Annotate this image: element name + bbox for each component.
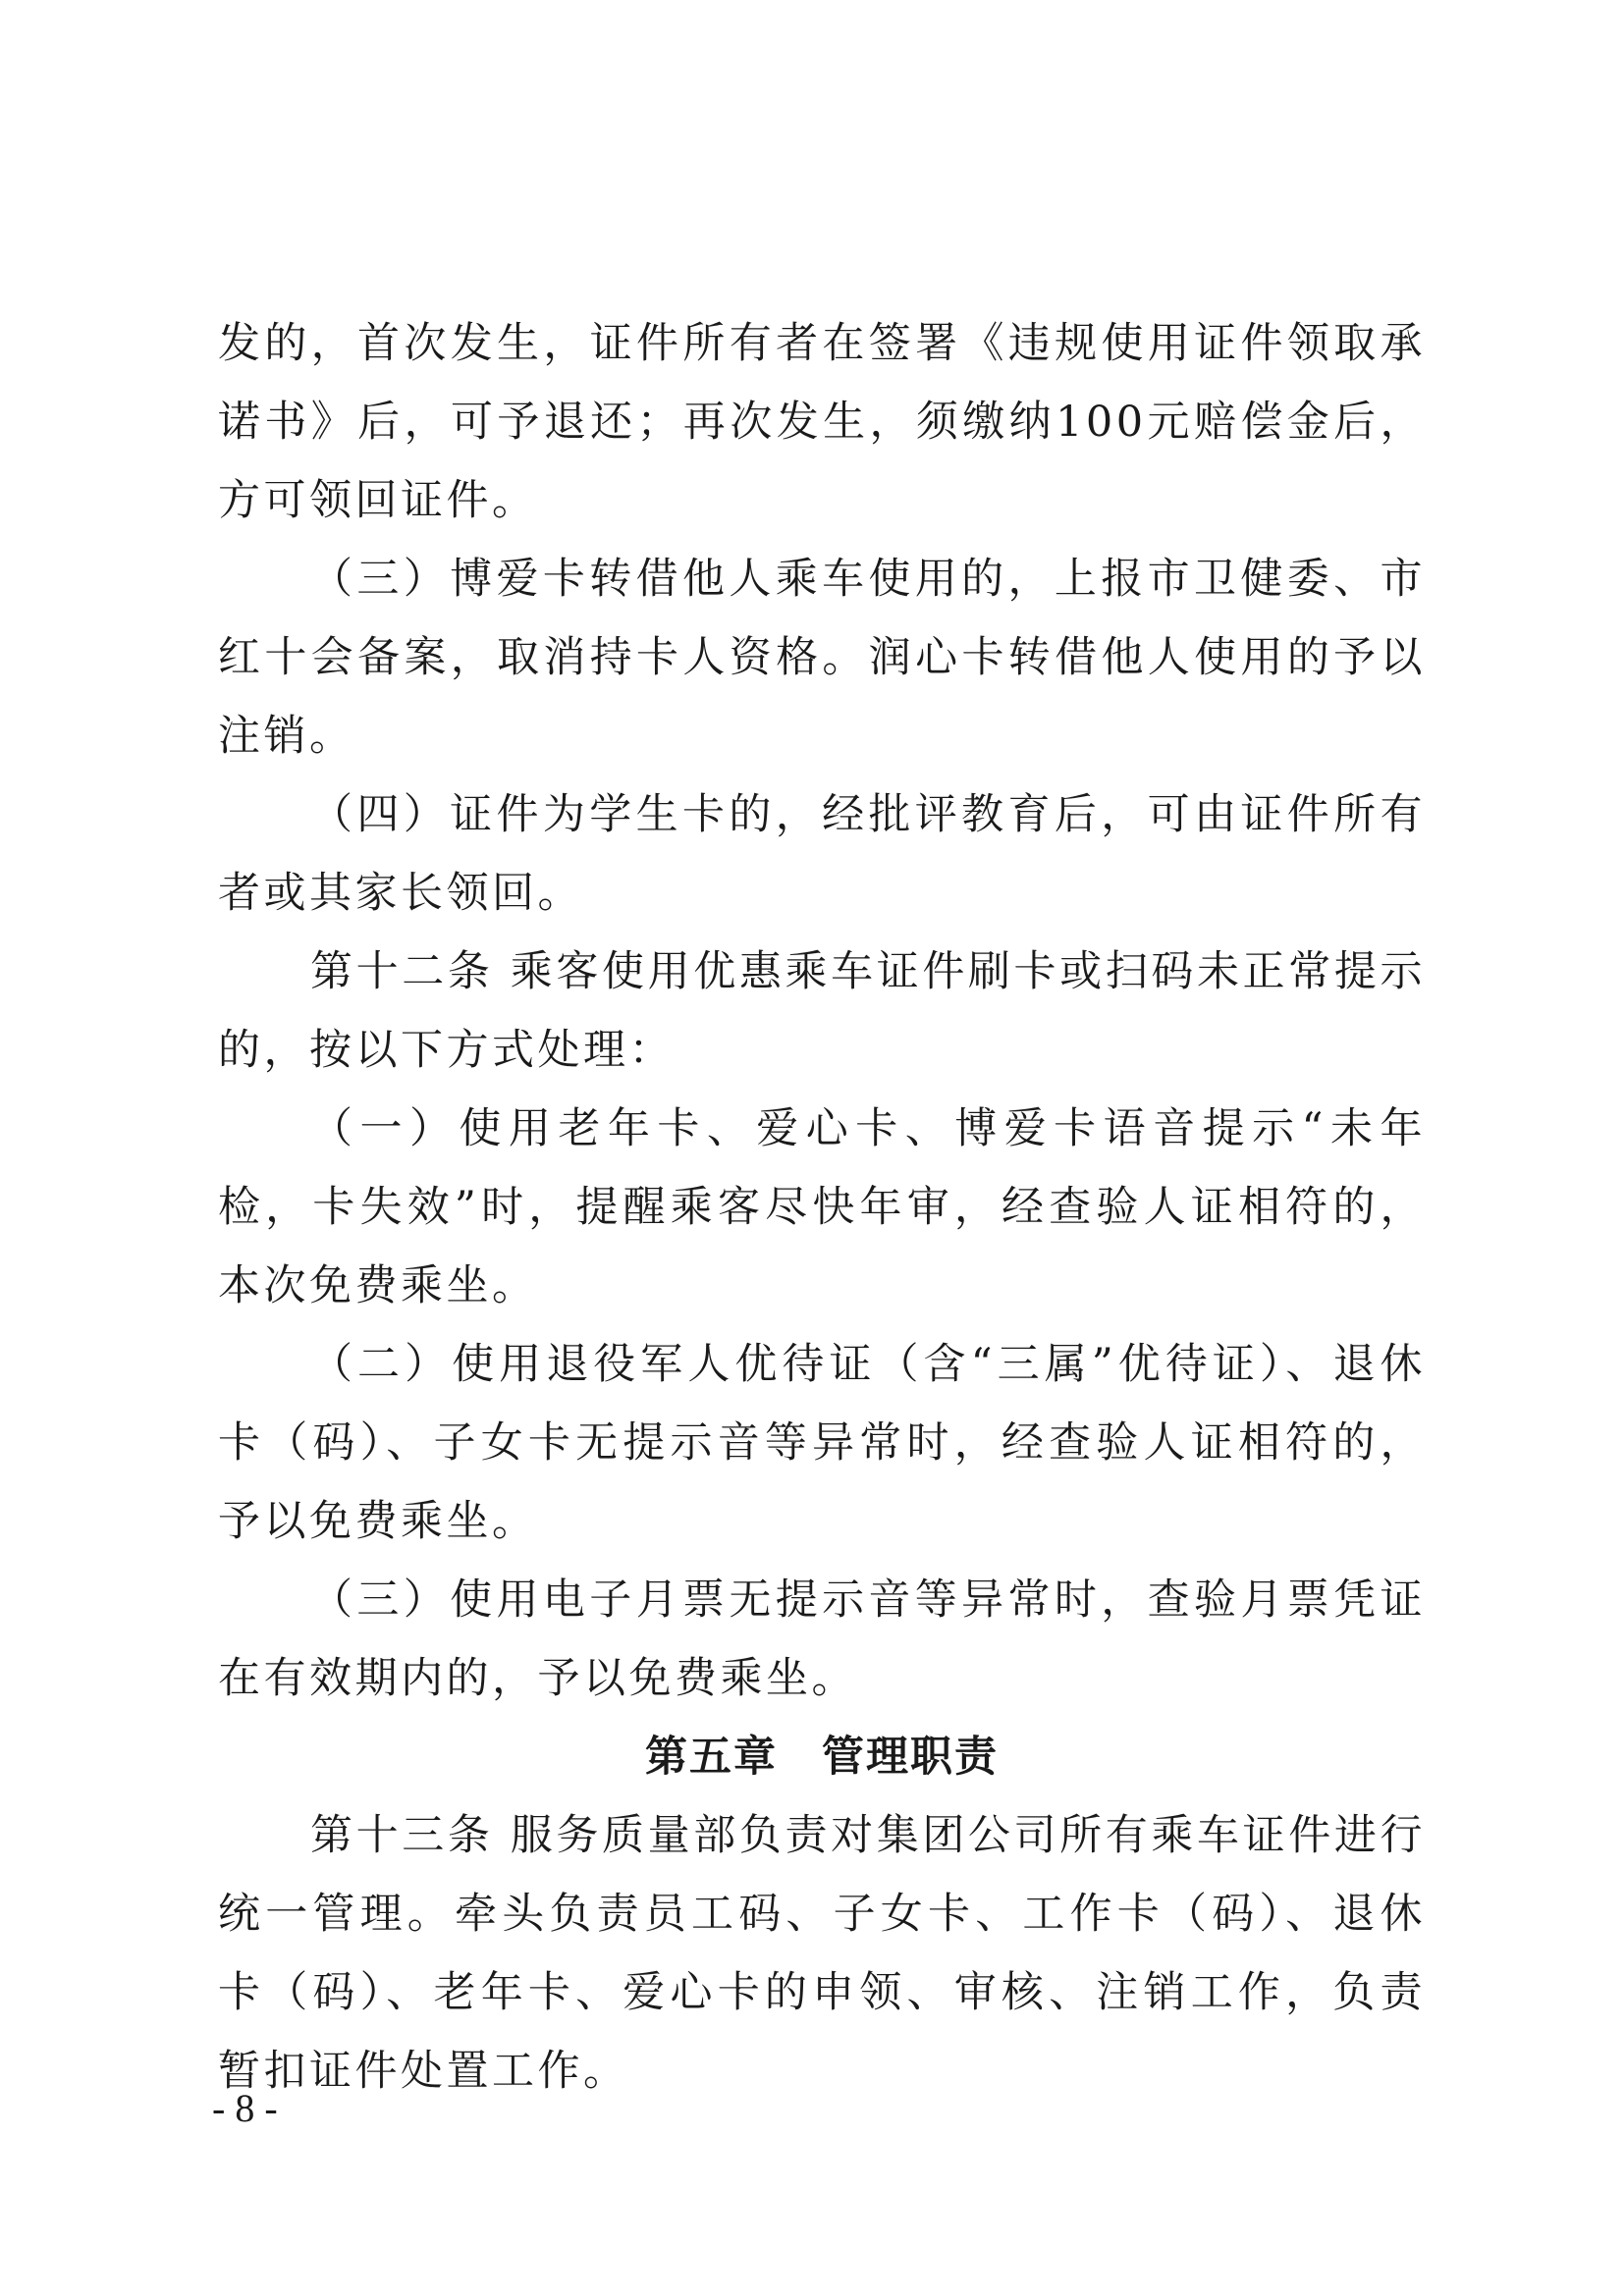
paragraph-3: （四）证件为学生卡的，经批评教育后，可由证件所有者或其家长领回。	[218, 790, 1426, 918]
page-number: - 8 -	[212, 2086, 278, 2130]
chapter-heading: 第五章 管理职责	[645, 1733, 999, 1782]
paragraph-1: 发的，首次发生，证件所有者在签署《违规使用证件领取承诺书》后，可予退还；再次发生，须缴纳100元赔偿金后，方可领回证件。	[218, 319, 1426, 525]
page-body	[218, 304, 1426, 2110]
article-12: 第十二条 乘客使用优惠乘车证件刷卡或扫码未正常提示的，按以下方式处理：	[218, 947, 1426, 1075]
article-12-item-1: （一）使用老年卡、爱心卡、博爱卡语音提示“未年检，卡失效”时，提醒乘客尽快年审，经查验人证相符的，本次免费乘坐。	[218, 1104, 1426, 1310]
article-12-item-2: （二）使用退役军人优待证（含“三属”优待证）、退休卡（码）、子女卡无提示音等异常时，经查验人证相符的，予以免费乘坐。	[218, 1340, 1426, 1546]
article-12-item-3: （三）使用电子月票无提示音等异常时，查验月票凭证在有效期内的，予以免费乘坐。	[218, 1575, 1426, 1703]
paragraph-2: （三）博爱卡转借他人乘车使用的，上报市卫健委、市红十会备案，取消持卡人资格。润心卡转借他人使用的予以注销。	[218, 555, 1426, 761]
article-13: 第十三条 服务质量部负责对集团公司所有乘车证件进行统一管理。牵头负责员工码、子女卡、工作卡（码）、退休卡（码）、老年卡、爱心卡的申领、审核、注销工作，负责暂扣证件处置工作。	[218, 1811, 1426, 2096]
